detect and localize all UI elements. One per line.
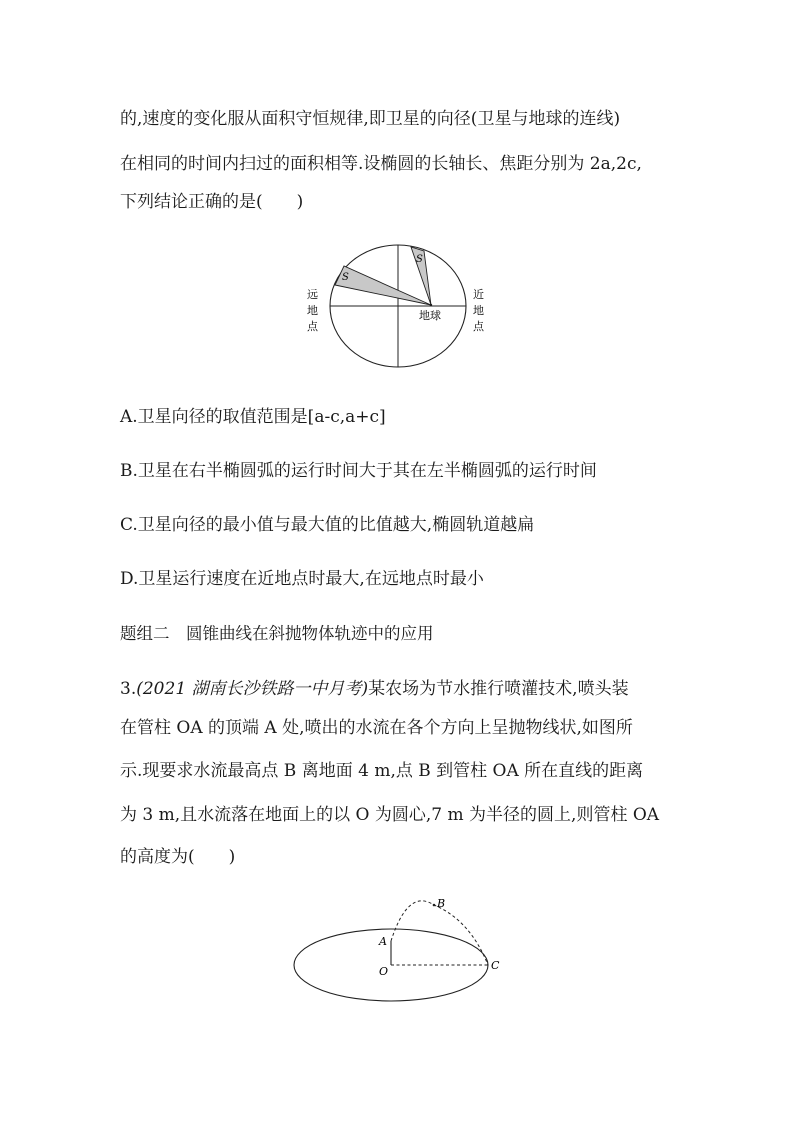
problem3-line-4: 为 3 m,且水流落在地面上的以 O 为圆心,7 m 为半径的圆上,则管柱 OA	[120, 805, 660, 825]
far-point-char-1: 远	[307, 288, 318, 301]
option-a: A.卫星向径的取值范围是[a-c,a+c]	[120, 407, 386, 427]
problem3-line-1-text: 某农场为节水推行喷灌技术,喷头装	[368, 679, 629, 699]
label-O: O	[379, 965, 389, 978]
problem3-line-3: 示.现要求水流最高点 B 离地面 4 m,点 B 到管柱 OA 所在直线的距离	[120, 761, 644, 781]
water-trajectory	[391, 901, 488, 965]
earth-point	[430, 304, 432, 306]
sprinkler-figure	[290, 890, 520, 1010]
option-c: C.卫星向径的最小值与最大值的比值越大,椭圆轨道越扁	[120, 515, 535, 535]
problem3-line-2: 在管柱 OA 的顶端 A 处,喷出的水流在各个方向上呈抛物线状,如图所	[120, 718, 633, 738]
problem3-line-1	[120, 678, 629, 700]
near-point-char-2: 地	[473, 304, 484, 317]
far-point-char-3: 点	[307, 320, 318, 333]
problem2-stem-line-1: 的,速度的变化服从面积守恒规律,即卫星的向径(卫星与地球的连线)	[120, 109, 621, 129]
problem2-stem-line-3: 下列结论正确的是( )	[120, 192, 304, 212]
swept-area-left	[335, 266, 431, 305]
label-B: B	[437, 897, 446, 910]
section-heading: 题组二 圆锥曲线在斜抛物体轨迹中的应用	[120, 624, 434, 643]
problem3-number: 3.	[120, 679, 137, 699]
problem3-line-5: 的高度为( )	[120, 847, 236, 867]
near-point-char-1: 近	[473, 288, 484, 301]
near-point-char-3: 点	[473, 320, 484, 333]
label-C: C	[491, 959, 500, 972]
far-point-char-2: 地	[307, 304, 318, 317]
area-label-left: S	[342, 272, 349, 283]
orbit-figure	[300, 240, 500, 370]
problem2-stem-line-2: 在相同的时间内扫过的面积相等.设椭圆的长轴长、焦距分别为 2a,2c,	[120, 154, 642, 174]
option-b: B.卫星在右半椭圆弧的运行时间大于其在左半椭圆弧的运行时间	[120, 461, 597, 481]
problem3-source: (2021 湖南长沙铁路一中月考)	[136, 679, 369, 699]
area-label-upper: S	[416, 254, 423, 265]
earth-label: 地球	[419, 309, 441, 322]
option-d: D.卫星运行速度在近地点时最大,在远地点时最小	[120, 569, 484, 589]
label-A: A	[379, 935, 387, 948]
point-B	[433, 904, 436, 907]
